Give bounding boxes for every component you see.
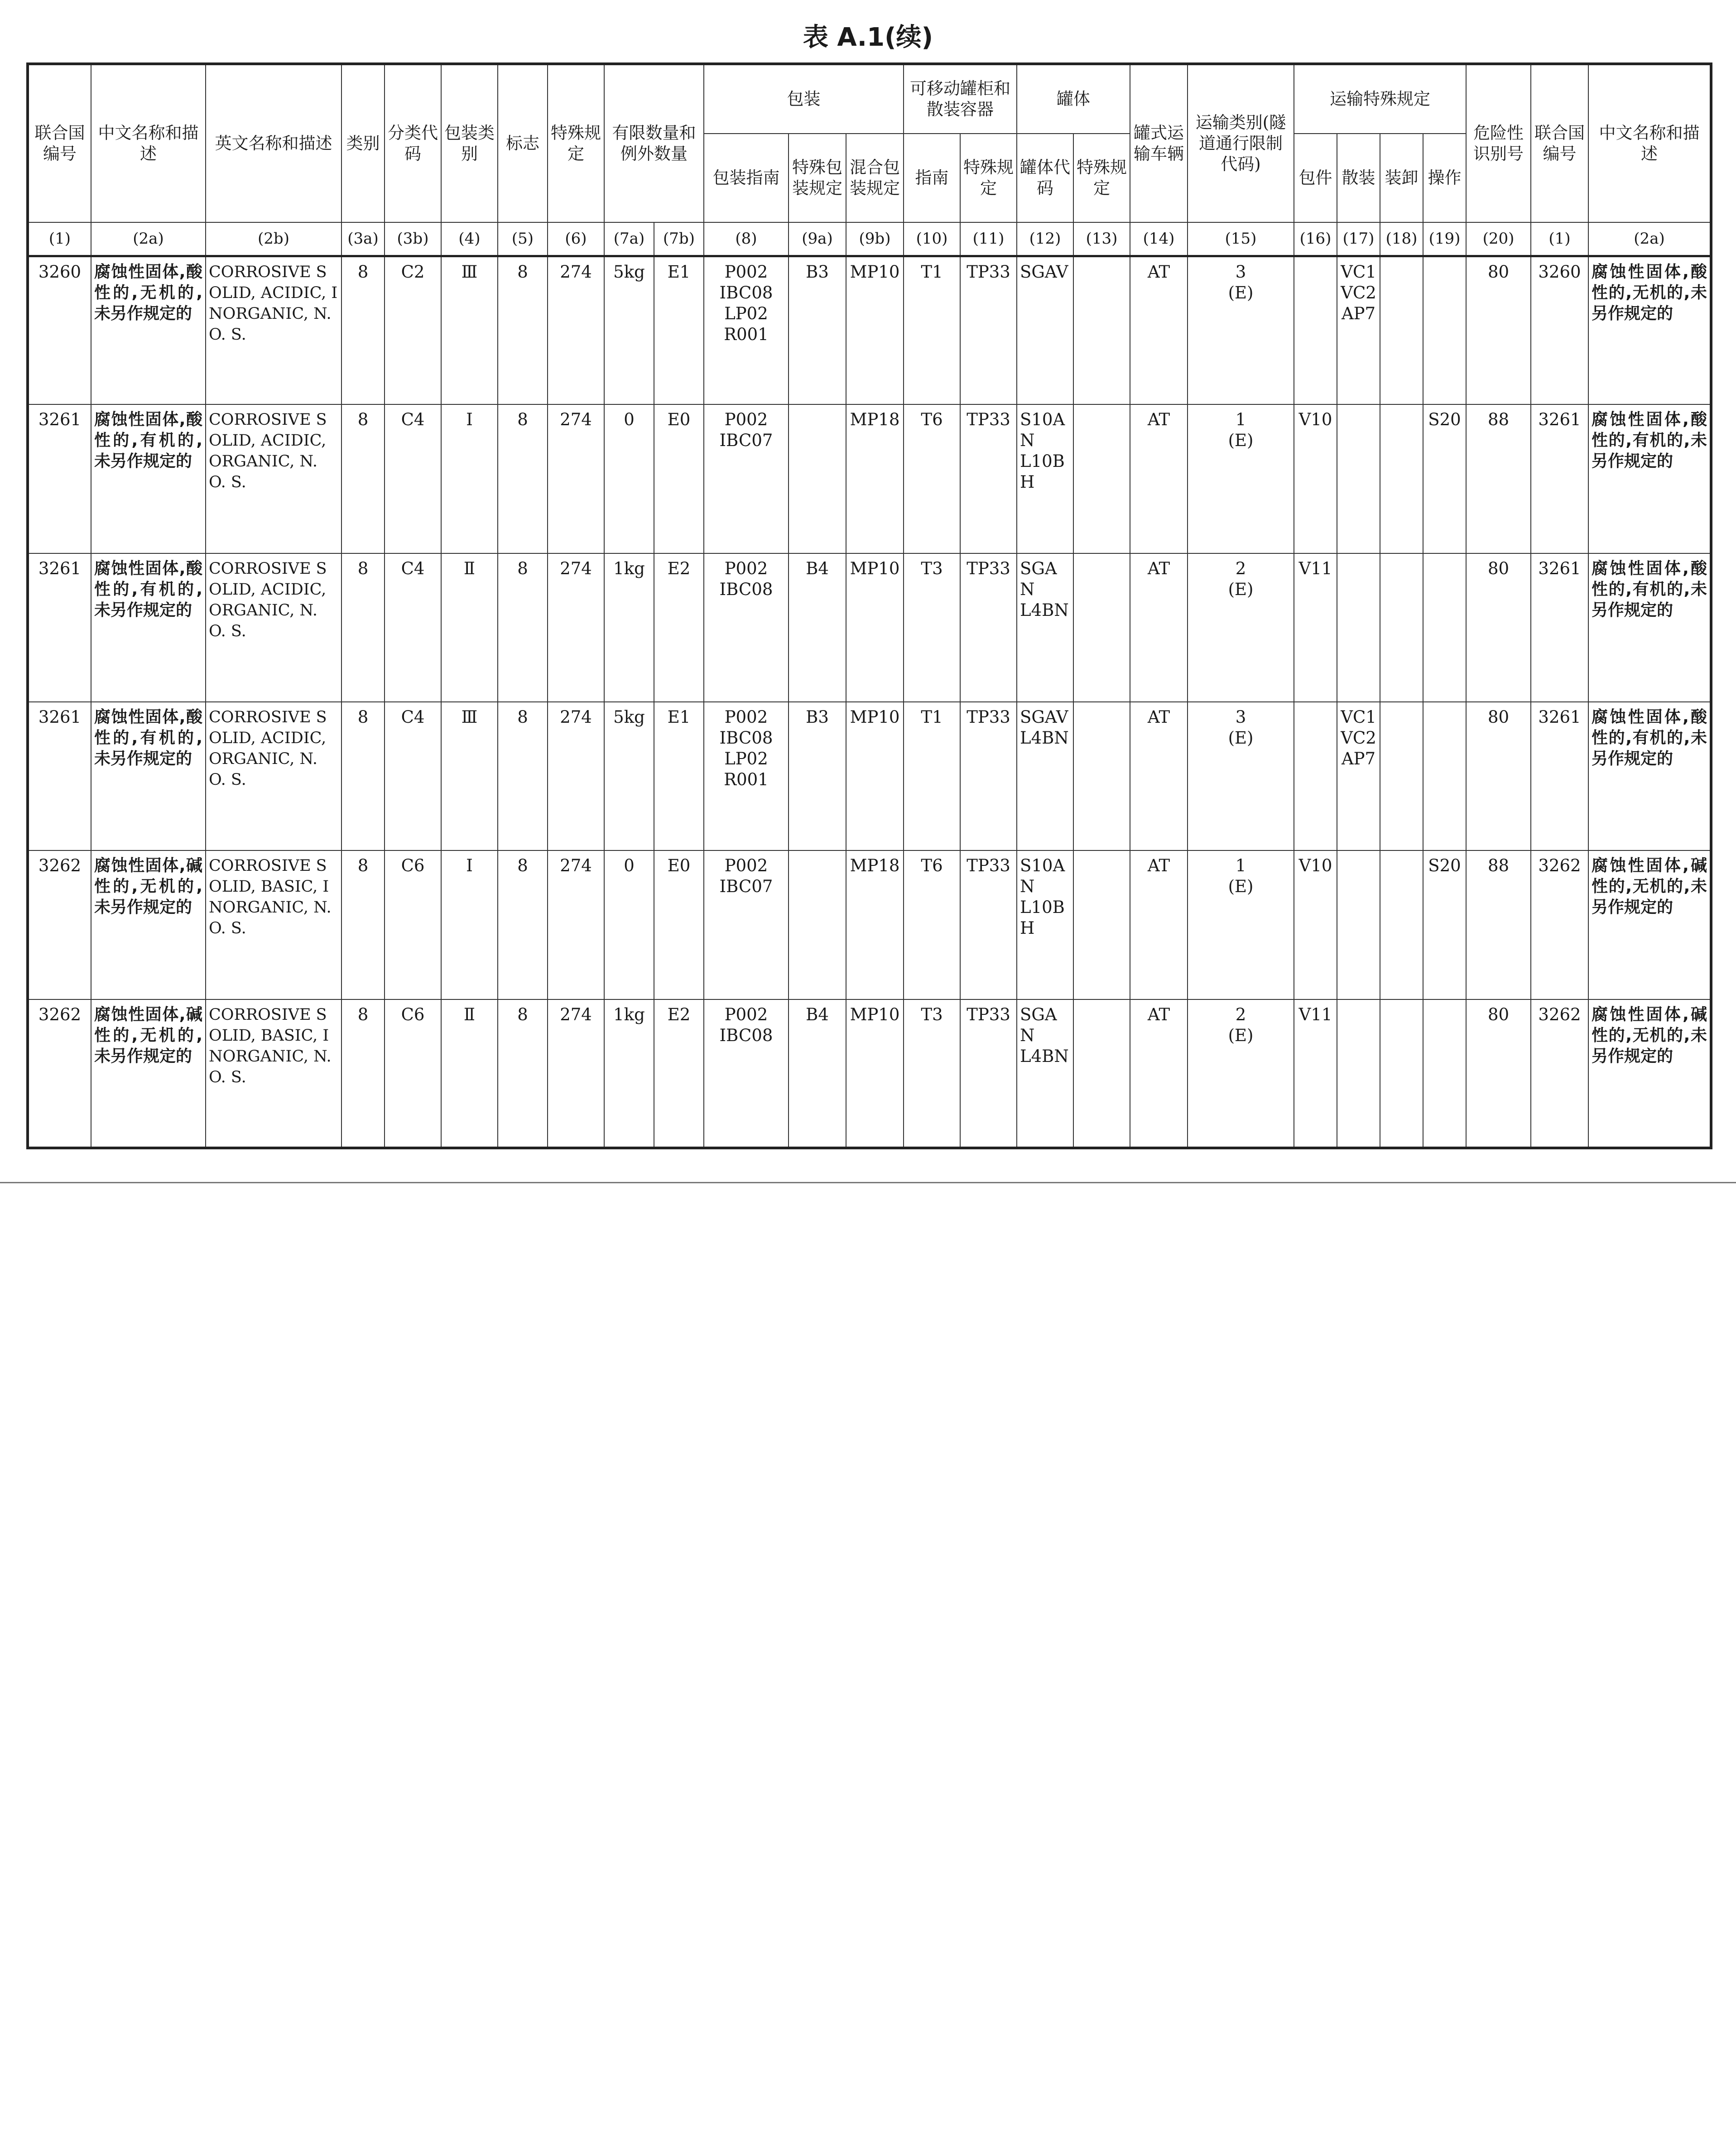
- header-chinese-name-right: 中文名称和描述: [1588, 64, 1711, 222]
- header-tank-vehicle: 罐式运输车辆: [1130, 64, 1188, 222]
- transport-category: 3 (E): [1188, 702, 1294, 850]
- portable-special: TP33: [960, 702, 1017, 850]
- chinese-name-right: 腐蚀性固体,碱性的,无机的,未另作规定的: [1588, 850, 1711, 999]
- column-index-row: [28, 222, 1711, 256]
- bulk: [1337, 999, 1380, 1148]
- packing-group: Ⅲ: [441, 702, 498, 850]
- table-row: [28, 999, 1711, 1148]
- header-class: 类别: [341, 64, 385, 222]
- header-portable-special: 特殊规定: [960, 134, 1017, 222]
- table-row: [28, 850, 1711, 999]
- header-un-number-right: 联合国编号: [1531, 64, 1588, 222]
- loading: [1380, 702, 1423, 850]
- tank-code: S10AN L10BH: [1017, 404, 1073, 553]
- loading: [1380, 553, 1423, 702]
- portable-instructions: T1: [904, 256, 960, 404]
- tank-vehicle: AT: [1130, 404, 1188, 553]
- chinese-name: 腐蚀性固体,酸性的,有机的,未另作规定的: [91, 702, 206, 850]
- tank-code: SGAV L4BN: [1017, 702, 1073, 850]
- special-provisions: 274: [548, 702, 604, 850]
- excepted-quantity: E1: [654, 256, 704, 404]
- english-name: CORROSIVE SOLID, BASIC, INORGANIC, N. O. S.: [206, 999, 341, 1148]
- special-provisions: 274: [548, 404, 604, 553]
- tank-special: [1073, 404, 1130, 553]
- class: 8: [341, 404, 385, 553]
- chinese-name-right: 腐蚀性固体,碱性的,无机的,未另作规定的: [1588, 999, 1711, 1148]
- packing-instructions: P002 IBC08 LP02 R001: [704, 256, 789, 404]
- header-english-name: 英文名称和描述: [206, 64, 341, 222]
- col-index: (12): [1017, 222, 1073, 256]
- excepted-quantity: E2: [654, 553, 704, 702]
- special-provisions: 274: [548, 999, 604, 1148]
- col-index: (8): [704, 222, 789, 256]
- portable-instructions: T3: [904, 553, 960, 702]
- special-provisions: 274: [548, 850, 604, 999]
- limited-quantity: 1kg: [604, 553, 654, 702]
- packing-group: Ⅱ: [441, 999, 498, 1148]
- tank-special: [1073, 256, 1130, 404]
- mixed-packing: MP10: [846, 702, 904, 850]
- hazard-id: 80: [1466, 553, 1531, 702]
- tank-vehicle: AT: [1130, 702, 1188, 850]
- operation: [1423, 553, 1466, 702]
- mixed-packing: MP10: [846, 999, 904, 1148]
- un-number: 3262: [28, 999, 91, 1148]
- special-provisions: 274: [548, 553, 604, 702]
- mixed-packing: MP10: [846, 553, 904, 702]
- mixed-packing: MP18: [846, 850, 904, 999]
- packages: [1294, 256, 1337, 404]
- table-row: [28, 404, 1711, 553]
- un-number-right: 3260: [1531, 256, 1588, 404]
- col-index: (5): [498, 222, 548, 256]
- portable-instructions: T6: [904, 404, 960, 553]
- class: 8: [341, 256, 385, 404]
- packages: V11: [1294, 553, 1337, 702]
- packing-group: Ⅰ: [441, 850, 498, 999]
- header-transport-category: 运输类别(隧道通行限制代码): [1188, 64, 1294, 222]
- packages: [1294, 702, 1337, 850]
- transport-category: 1 (E): [1188, 404, 1294, 553]
- table-row: [28, 256, 1711, 404]
- packing-instructions: P002 IBC07: [704, 404, 789, 553]
- packing-group: Ⅱ: [441, 553, 498, 702]
- chinese-name: 腐蚀性固体,碱性的,无机的,未另作规定的: [91, 850, 206, 999]
- portable-instructions: T3: [904, 999, 960, 1148]
- bulk: [1337, 553, 1380, 702]
- tank-special: [1073, 999, 1130, 1148]
- classification-code: C4: [385, 404, 441, 553]
- class: 8: [341, 702, 385, 850]
- header-loading: 装卸: [1380, 134, 1423, 222]
- un-number: 3261: [28, 404, 91, 553]
- header-packages: 包件: [1294, 134, 1337, 222]
- special-packing: [789, 850, 846, 999]
- packing-group: Ⅰ: [441, 404, 498, 553]
- un-number-right: 3261: [1531, 404, 1588, 553]
- header-packing-group: 包装类别: [441, 64, 498, 222]
- tank-code: SGAV: [1017, 256, 1073, 404]
- col-index: (3a): [341, 222, 385, 256]
- operation: [1423, 256, 1466, 404]
- un-number-right: 3262: [1531, 999, 1588, 1148]
- header-packing-instructions: 包装指南: [704, 134, 789, 222]
- transport-category: 3 (E): [1188, 256, 1294, 404]
- hazard-id: 80: [1466, 256, 1531, 404]
- table-row: [28, 702, 1711, 850]
- special-packing: B4: [789, 999, 846, 1148]
- col-index: (7b): [654, 222, 704, 256]
- header-classification-code: 分类代码: [385, 64, 441, 222]
- labels: 8: [498, 256, 548, 404]
- header-tank-group: 罐体: [1017, 64, 1130, 134]
- labels: 8: [498, 850, 548, 999]
- mixed-packing: MP10: [846, 256, 904, 404]
- un-number-right: 3261: [1531, 702, 1588, 850]
- hazard-id: 88: [1466, 404, 1531, 553]
- limited-quantity: 1kg: [604, 999, 654, 1148]
- limited-quantity: 0: [604, 404, 654, 553]
- un-number-right: 3261: [1531, 553, 1588, 702]
- limited-quantity: 0: [604, 850, 654, 999]
- classification-code: C2: [385, 256, 441, 404]
- header-tank-special: 特殊规定: [1073, 134, 1130, 222]
- un-number: 3261: [28, 553, 91, 702]
- transport-category: 2 (E): [1188, 553, 1294, 702]
- limited-quantity: 5kg: [604, 702, 654, 850]
- bulk: VC1 VC2 AP7: [1337, 702, 1380, 850]
- col-index: (2a): [1588, 222, 1711, 256]
- header-special-carriage: 运输特殊规定: [1294, 64, 1466, 134]
- packing-group: Ⅲ: [441, 256, 498, 404]
- english-name: CORROSIVE SOLID, ACIDIC, ORGANIC, N. O. S.: [206, 404, 341, 553]
- header-limited-quantities: 有限数量和例外数量: [604, 64, 704, 222]
- portable-instructions: T1: [904, 702, 960, 850]
- tank-vehicle: AT: [1130, 553, 1188, 702]
- col-index: (9a): [789, 222, 846, 256]
- portable-special: TP33: [960, 999, 1017, 1148]
- col-index: (4): [441, 222, 498, 256]
- col-index: (6): [548, 222, 604, 256]
- portable-special: TP33: [960, 256, 1017, 404]
- bulk: [1337, 850, 1380, 999]
- excepted-quantity: E1: [654, 702, 704, 850]
- chinese-name-right: 腐蚀性固体,酸性的,有机的,未另作规定的: [1588, 702, 1711, 850]
- excepted-quantity: E0: [654, 404, 704, 553]
- col-index: (10): [904, 222, 960, 256]
- portable-special: TP33: [960, 850, 1017, 999]
- col-index: (1): [1531, 222, 1588, 256]
- packing-instructions: P002 IBC08 LP02 R001: [704, 702, 789, 850]
- packages: V10: [1294, 850, 1337, 999]
- col-index: (20): [1466, 222, 1531, 256]
- labels: 8: [498, 404, 548, 553]
- tank-code: SGAN L4BN: [1017, 553, 1073, 702]
- classification-code: C4: [385, 553, 441, 702]
- header-operation: 操作: [1423, 134, 1466, 222]
- tank-vehicle: AT: [1130, 850, 1188, 999]
- labels: 8: [498, 702, 548, 850]
- col-index: (9b): [846, 222, 904, 256]
- packages: V11: [1294, 999, 1337, 1148]
- packing-instructions: P002 IBC08: [704, 999, 789, 1148]
- special-packing: B3: [789, 256, 846, 404]
- tank-code: S10AN L10BH: [1017, 850, 1073, 999]
- chinese-name: 腐蚀性固体,酸性的,无机的,未另作规定的: [91, 256, 206, 404]
- classification-code: C6: [385, 999, 441, 1148]
- loading: [1380, 256, 1423, 404]
- tank-vehicle: AT: [1130, 256, 1188, 404]
- page-divider: [0, 1182, 1736, 1183]
- english-name: CORROSIVE SOLID, ACIDIC, INORGANIC, N. O. S.: [206, 256, 341, 404]
- col-index: (19): [1423, 222, 1466, 256]
- packing-instructions: P002 IBC08: [704, 553, 789, 702]
- special-packing: B3: [789, 702, 846, 850]
- col-index: (18): [1380, 222, 1423, 256]
- un-number-right: 3262: [1531, 850, 1588, 999]
- classification-code: C4: [385, 702, 441, 850]
- col-index: (1): [28, 222, 91, 256]
- packing-instructions: P002 IBC07: [704, 850, 789, 999]
- col-index: (2a): [91, 222, 206, 256]
- labels: 8: [498, 553, 548, 702]
- english-name: CORROSIVE SOLID, BASIC, INORGANIC, N. O. S.: [206, 850, 341, 999]
- bulk: VC1 VC2 AP7: [1337, 256, 1380, 404]
- chinese-name-right: 腐蚀性固体,酸性的,无机的,未另作规定的: [1588, 256, 1711, 404]
- header-special-packing: 特殊包装规定: [789, 134, 846, 222]
- tank-special: [1073, 850, 1130, 999]
- header-chinese-name: 中文名称和描述: [91, 64, 206, 222]
- excepted-quantity: E0: [654, 850, 704, 999]
- table-title: 表 A.1(续): [803, 23, 933, 52]
- hazard-id: 80: [1466, 999, 1531, 1148]
- loading: [1380, 404, 1423, 553]
- header-packaging-group: 包装: [704, 64, 904, 134]
- labels: 8: [498, 999, 548, 1148]
- classification-code: C6: [385, 850, 441, 999]
- special-provisions: 274: [548, 256, 604, 404]
- limited-quantity: 5kg: [604, 256, 654, 404]
- loading: [1380, 850, 1423, 999]
- un-number: 3261: [28, 702, 91, 850]
- col-index: (13): [1073, 222, 1130, 256]
- col-index: (3b): [385, 222, 441, 256]
- table-row: [28, 553, 1711, 702]
- col-index: (2b): [206, 222, 341, 256]
- portable-instructions: T6: [904, 850, 960, 999]
- bulk: [1337, 404, 1380, 553]
- tank-vehicle: AT: [1130, 999, 1188, 1148]
- un-number: 3260: [28, 256, 91, 404]
- operation: S20: [1423, 404, 1466, 553]
- tank-special: [1073, 553, 1130, 702]
- hazard-id: 88: [1466, 850, 1531, 999]
- operation: [1423, 999, 1466, 1148]
- col-index: (14): [1130, 222, 1188, 256]
- portable-special: TP33: [960, 404, 1017, 553]
- header-bulk: 散装: [1337, 134, 1380, 222]
- chinese-name: 腐蚀性固体,碱性的,无机的,未另作规定的: [91, 999, 206, 1148]
- packages: V10: [1294, 404, 1337, 553]
- header-special-provisions: 特殊规定: [548, 64, 604, 222]
- un-number: 3262: [28, 850, 91, 999]
- col-index: (17): [1337, 222, 1380, 256]
- english-name: CORROSIVE SOLID, ACIDIC, ORGANIC, N. O. S.: [206, 702, 341, 850]
- header-un-number: 联合国编号: [28, 64, 91, 222]
- header-labels: 标志: [498, 64, 548, 222]
- excepted-quantity: E2: [654, 999, 704, 1148]
- class: 8: [341, 999, 385, 1148]
- operation: S20: [1423, 850, 1466, 999]
- col-index: (16): [1294, 222, 1337, 256]
- header-tank-code: 罐体代码: [1017, 134, 1073, 222]
- hazard-id: 80: [1466, 702, 1531, 850]
- class: 8: [341, 553, 385, 702]
- chinese-name: 腐蚀性固体,酸性的,有机的,未另作规定的: [91, 553, 206, 702]
- dangerous-goods-table: [26, 62, 1712, 1149]
- portable-special: TP33: [960, 553, 1017, 702]
- special-packing: [789, 404, 846, 553]
- chinese-name-right: 腐蚀性固体,酸性的,有机的,未另作规定的: [1588, 553, 1711, 702]
- col-index: (11): [960, 222, 1017, 256]
- tank-special: [1073, 702, 1130, 850]
- header-mixed-packing: 混合包装规定: [846, 134, 904, 222]
- chinese-name-right: 腐蚀性固体,酸性的,有机的,未另作规定的: [1588, 404, 1711, 553]
- mixed-packing: MP18: [846, 404, 904, 553]
- class: 8: [341, 850, 385, 999]
- tank-code: SGAN L4BN: [1017, 999, 1073, 1148]
- transport-category: 2 (E): [1188, 999, 1294, 1148]
- header-portable-instructions: 指南: [904, 134, 960, 222]
- special-packing: B4: [789, 553, 846, 702]
- english-name: CORROSIVE SOLID, ACIDIC, ORGANIC, N. O. S.: [206, 553, 341, 702]
- col-index: (15): [1188, 222, 1294, 256]
- chinese-name: 腐蚀性固体,酸性的,有机的,未另作规定的: [91, 404, 206, 553]
- header-portable-tanks: 可移动罐柜和散装容器: [904, 64, 1017, 134]
- loading: [1380, 999, 1423, 1148]
- operation: [1423, 702, 1466, 850]
- header-hazard-id: 危险性识别号: [1466, 64, 1531, 222]
- transport-category: 1 (E): [1188, 850, 1294, 999]
- col-index: (7a): [604, 222, 654, 256]
